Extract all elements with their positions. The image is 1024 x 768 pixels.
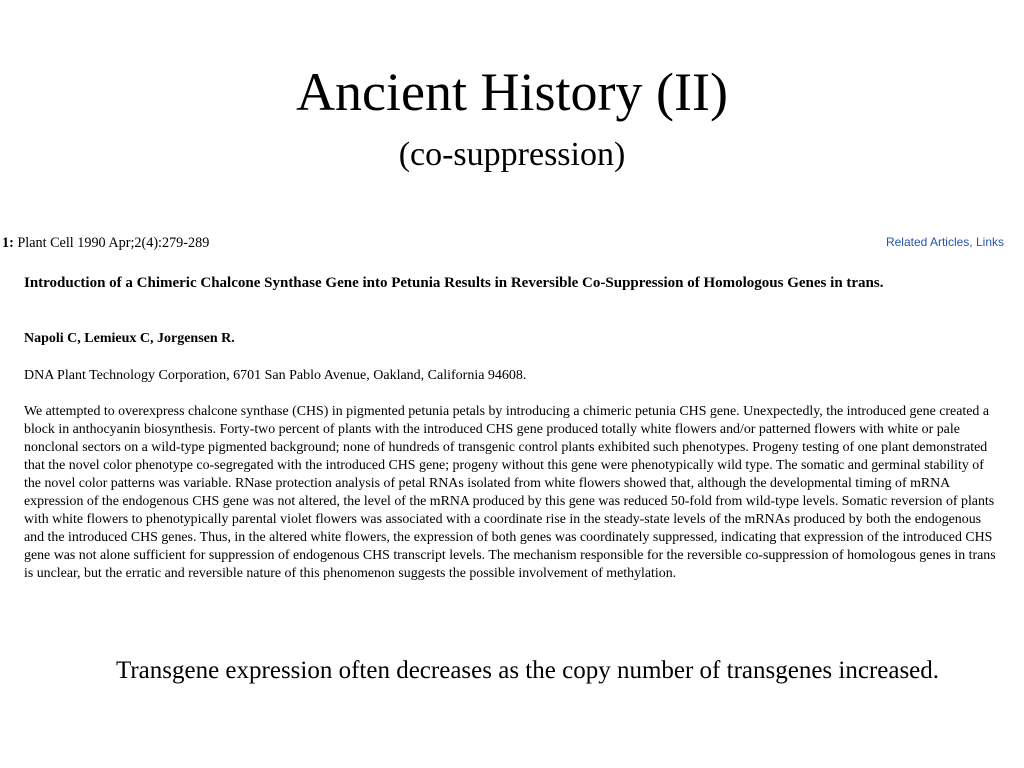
article-affiliation: DNA Plant Technology Corporation, 6701 San Pablo Avenue, Oakland, California 94608. (24, 368, 527, 383)
citation-line (2, 235, 209, 252)
article-abstract: We attempted to overexpress chalcone synthase (CHS) in pigmented petunia petals by introducing a chimeric petunia CHS gene. Unexpectedly, the introduced gene created a block in anthocyanin biosynthesis. Forty-two percent of plants with the introduced CHS gene produced totally white flowers and/or patterned flowers with white or pale nonclonal sectors on a wild-type pigmented background; none of hundreds of transgenic control plants exhibited such phenotypes. Progeny testing of one plant demonstrated that the novel color phenotype co-segregated with the introduced CHS gene; progeny without this gene were phenotypically wild type. The somatic and germinal stability of the novel color patterns was variable. RNase protection analysis of petal RNAs isolated from white flowers showed that, although the developmental timing of mRNA expression of the endogenous CHS gene was not altered, the level of the mRNA produced by this gene was reduced 50-fold from wild-type levels. Somatic reversion of plants with white flowers to phenotypically parental violet flowers was associated with a coordinate rise in the steady-state levels of the mRNAs produced by both the endogenous and the introduced CHS genes. Thus, in the altered white flowers, the expression of both genes was coordinately suppressed, indicating that expression of the introduced CHS gene was not alone sufficient for suppression of endogenous CHS transcript levels. The mechanism responsible for the reversible co-suppression of homologous genes in trans is unclear, but the erratic and reversible nature of this phenomenon suggests the possible involvement of methylation. (24, 404, 996, 581)
slide-title: Ancient History (II) (296, 62, 728, 122)
pubmed-abstract-screenshot (0, 228, 1024, 610)
slide-caption: Transgene expression often decreases as the copy number of transgenes increased. (115, 657, 940, 684)
citation-number: 1: (2, 235, 14, 251)
citation-text: Plant Cell 1990 Apr;2(4):279-289 (17, 235, 210, 251)
slide-subtitle: (co-suppression) (398, 136, 626, 173)
article-title: Introduction of a Chimeric Chalcone Synthase Gene into Petunia Results in Reversible Co-Suppression of Homologous Genes in trans. (24, 275, 884, 291)
related-articles-link[interactable]: Related Articles, Links (885, 235, 1004, 249)
article-authors: Napoli C, Lemieux C, Jorgensen R. (24, 331, 235, 346)
